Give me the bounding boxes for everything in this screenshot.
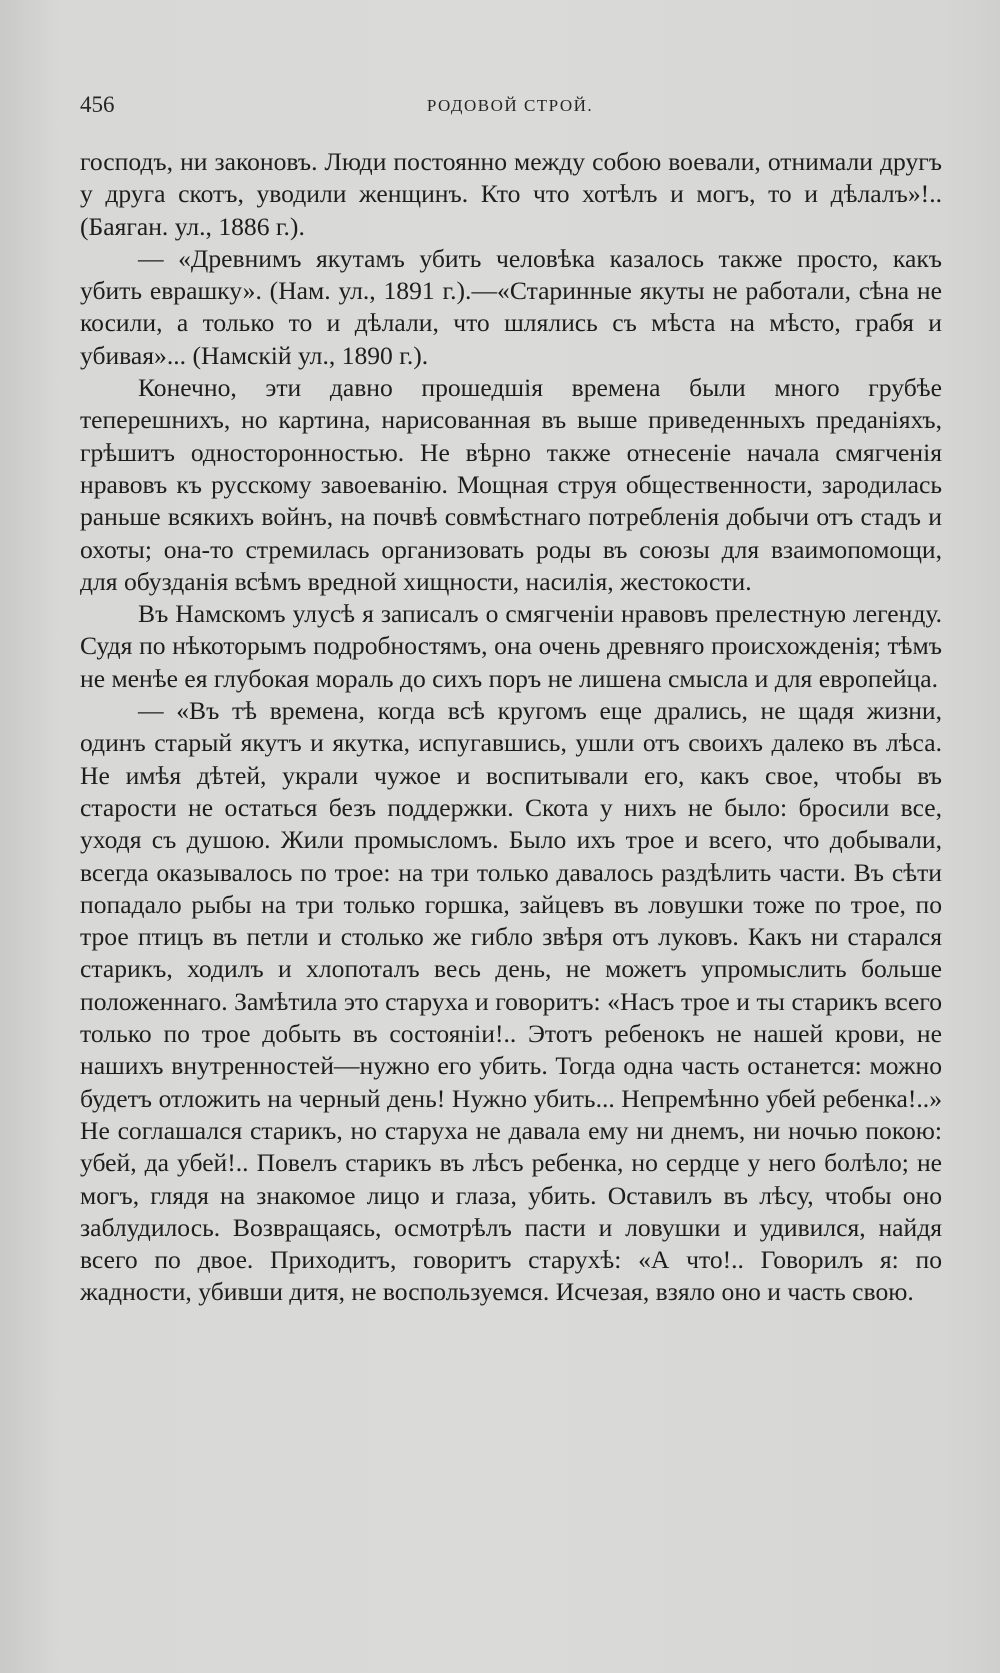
page-number: 456 xyxy=(80,92,115,117)
paragraph: — «Въ тѣ времена, когда всѣ кругомъ еще дрались, не щадя жизни, одинъ старый якутъ и якутка, испугавшись, ушли отъ своихъ далеко въ лѣса. Не имѣя дѣтей, украли чужое и воспитывали его, какъ свое, чтобы въ старости не остаться безъ поддержки. Скота у нихъ не было: бросили все, уходя съ душою. Жили промысломъ. Было ихъ трое и всего, что добывали, всегда оказывалось по трое: на три только давалось раздѣлить части. Въ сѣти попадало рыбы на три только горшка, зайцевъ въ ловушки тоже по трое, по трое птицъ въ петли и столько же гибло звѣря отъ луковъ. Какъ ни старался старикъ, ходилъ и хлопоталъ весь день, не можетъ упромыслить больше положеннаго. Замѣтила это старуха и говоритъ: «Насъ трое и ты старикъ всего только по трое добыть въ состояніи!.. Этотъ ребенокъ не нашей крови, не нашихъ внутренностей—нужно его убить. Тогда одна часть останется: можно будетъ отложить на черный день! Нужно убить... Непремѣнно убей ребенка!..» Не соглашался старикъ, но старуха не давала ему ни днемъ, ни ночью покою: убей, да убей!.. Повелъ старикъ въ лѣсъ ребенка, но сердце у него болѣло; не могъ, глядя на знакомое лицо и глаза, убить. Оставилъ въ лѣсу, чтобы оно заблудилось. Возвращаясь, осмотрѣлъ пасти и ловушки и удивился, найдя всего по двое. Приходитъ, говоритъ старухѣ: «А что!.. Говорилъ я: по жадности, убивши дитя, не воспользуемся. Исчезая, взяло оно и часть свою. xyxy=(80,696,942,1307)
paragraph: Конечно, эти давно прошедшія времена были много грубѣе теперешнихъ, но картина, нарисованная въ выше приведенныхъ преданіяхъ, грѣшитъ односторонностью. Не вѣрно также отнесеніе начала смягченія нравовъ къ русскому завоеванію. Мощная струя общественности, зародилась раньше всякихъ войнъ, на почвѣ совмѣстнаго потребленія добычи отъ стадъ и охоты; она-то стремилась организовать роды въ союзы для взаимопомощи, для обузданія всѣмъ вредной хищности, насилія, жестокости. xyxy=(80,373,942,596)
page-header xyxy=(80,92,940,128)
body-text xyxy=(80,146,942,1309)
paragraph: господъ, ни законовъ. Люди постоянно между собою воевали, отнимали другъ у друга скотъ, уводили женщинъ. Кто что хотѣлъ и могъ, то и дѣлалъ»!.. (Баяган. ул., 1886 г.). xyxy=(80,147,942,241)
paragraph: — «Древнимъ якутамъ убить человѣка казалось также просто, какъ убить еврашку». (Нам. ул., 1891 г.).—«Старинные якуты не работали, сѣна не косили, а только то и дѣлали, что шлялись съ мѣста на мѣсто, грабя и убивая»... (Намскій ул., 1890 г.). xyxy=(80,243,942,370)
paragraph: Въ Намскомъ улусѣ я записалъ о смягченіи нравовъ прелестную легенду. Судя по нѣкоторымъ подробностямъ, она очень древняго происхожденія; тѣмъ не менѣе ея глубокая мораль до сихъ поръ не лишена смысла и для европейца. xyxy=(80,599,942,693)
running-head: РОДОВОЙ СТРОЙ. xyxy=(426,96,594,115)
